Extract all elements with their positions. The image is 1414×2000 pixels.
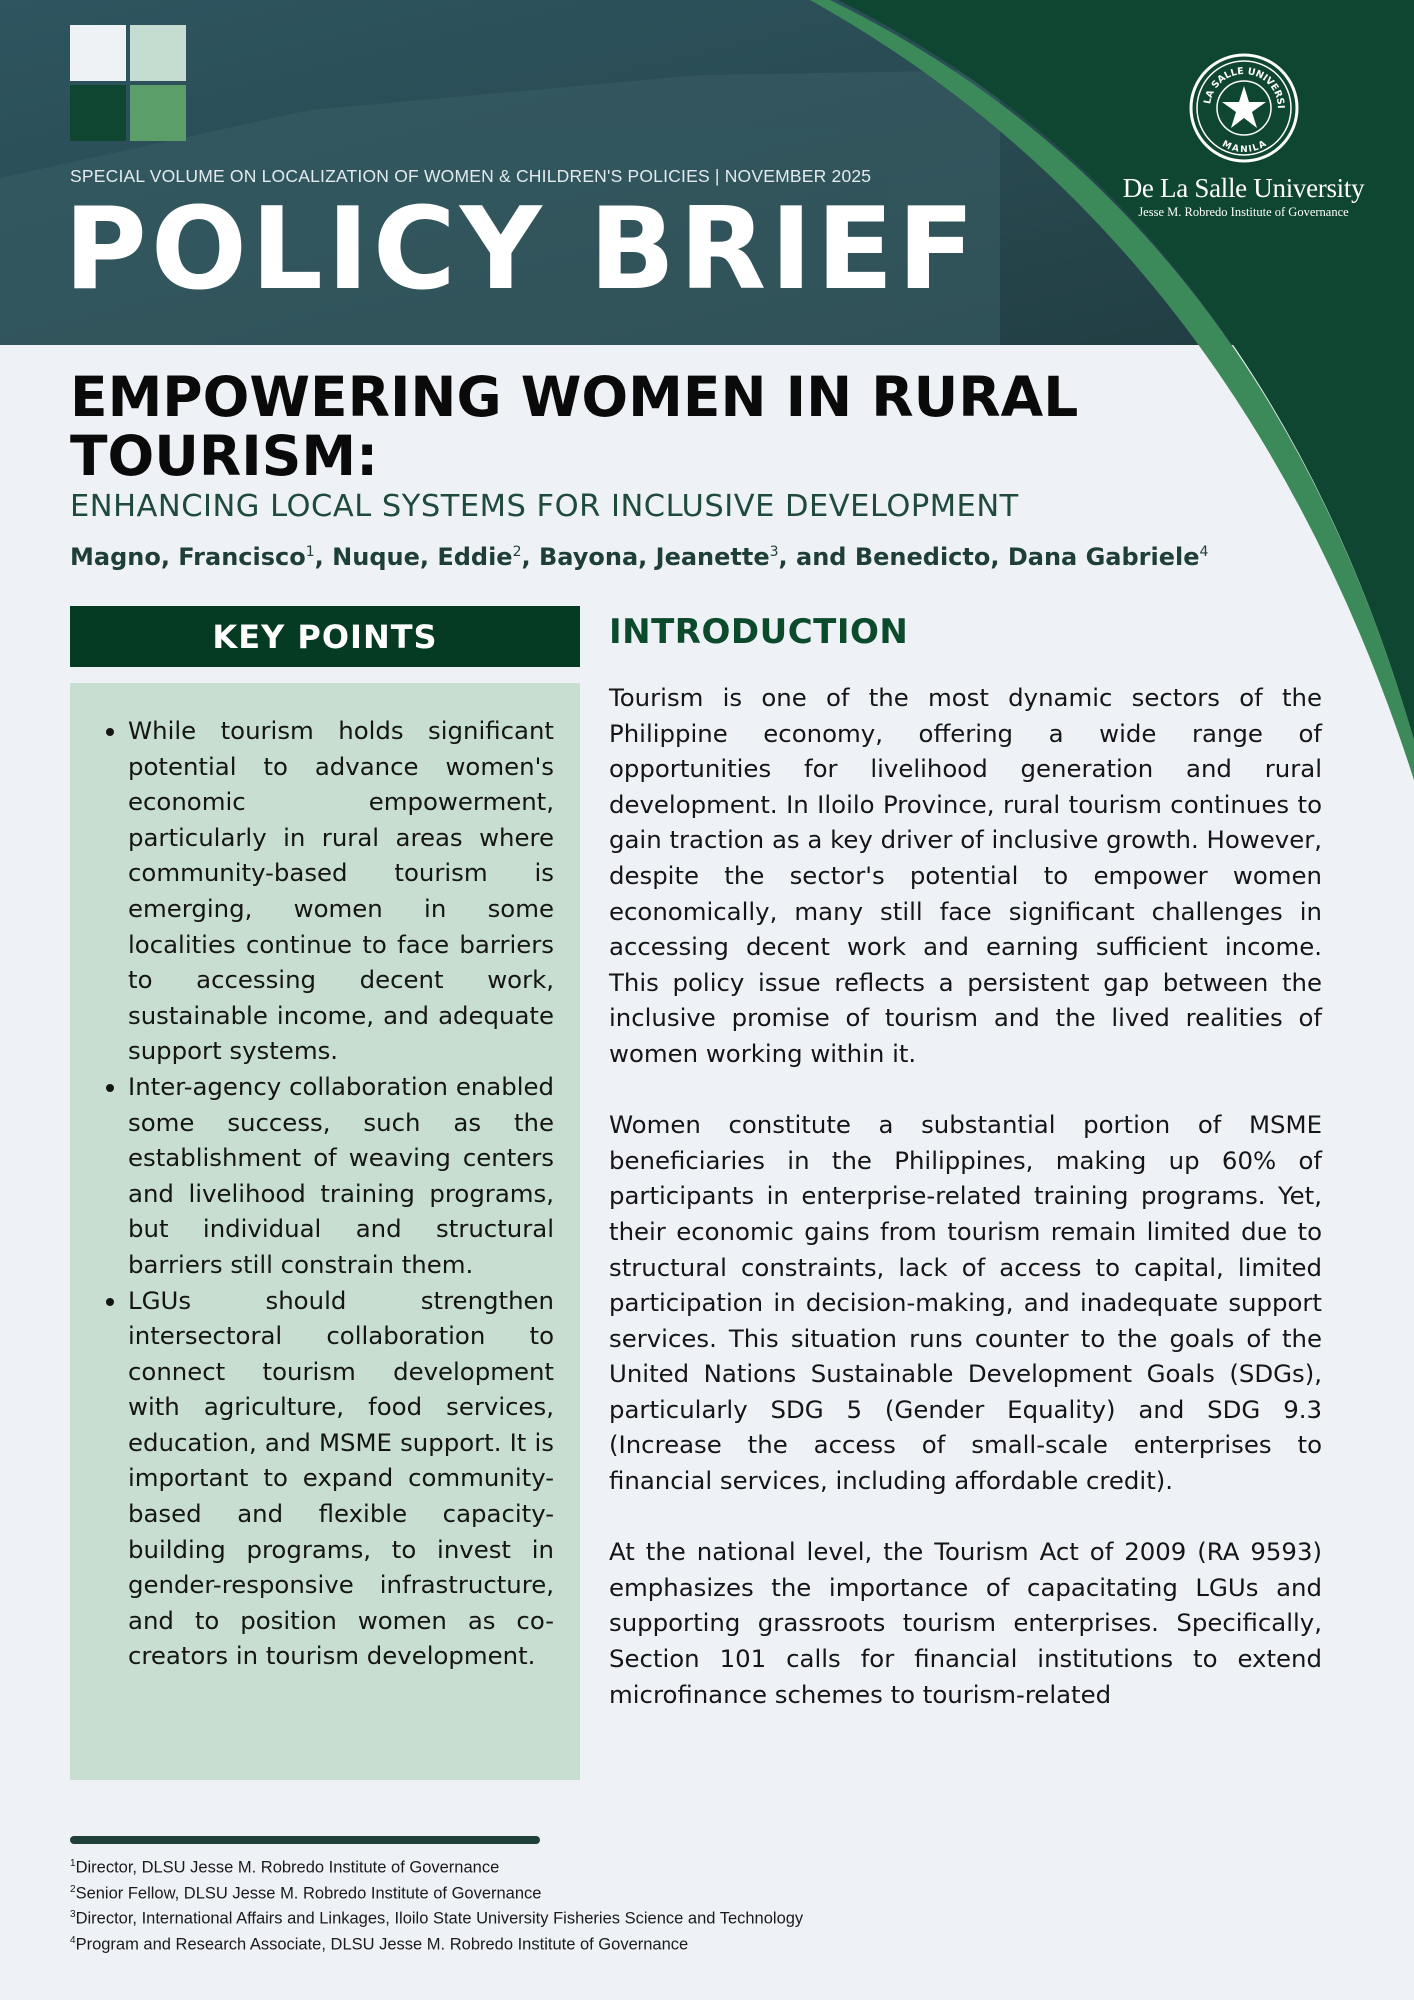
key-points-heading: KEY POINTS (70, 606, 580, 667)
author-affiliation-number: 4 (1199, 544, 1209, 560)
footnote-item: $^4$Program and Research Associate, DLSU Jesse M. Robredo Institute of Governance (70, 1934, 689, 1953)
introduction-body (609, 680, 1322, 1748)
svg-text:DE LA SALLE UNIVERSITY (1188, 52, 1286, 109)
author-name: Bayona, Jeanette (539, 543, 770, 571)
brand-square-1 (70, 25, 126, 81)
footnote-item: $^2$Senior Fellow, DLSU Jesse M. Robredo Institute of Governance (70, 1883, 542, 1902)
key-point-item: • Inter-agency collaboration enabled some success, such as the establishment of weaving centers and livelihood training programs, but individual and structural barriers still constrain them. (128, 1069, 554, 1283)
author-name: Magno, Francisco (70, 543, 306, 571)
brand-square-4 (130, 85, 186, 141)
author-name: Nuque, Eddie (332, 543, 513, 571)
university-logo (1121, 52, 1366, 220)
main-title: EMPOWERING WOMEN IN RURAL TOURISM: (70, 365, 1079, 488)
key-point-item: • While tourism holds significant potential to advance women's economic empowerment, particularly in rural areas where community-based tourism is emerging, women in some localities continue to face barriers to accessing decent work, sustainable income, and adequate support systems. (128, 713, 554, 1069)
author-affiliation-number: 1 (305, 544, 315, 560)
author-line: Magno, Francisco$^1$, Nuque, Eddie$^2$, Bayona, Jeanette$^3$, and Benedicto, Dana Gabriele$^4$ (70, 543, 1209, 571)
brand-square-3 (70, 85, 126, 141)
author-name: Benedicto, Dana Gabriele (854, 543, 1200, 571)
university-seal-icon (1188, 52, 1300, 164)
key-point-item: • LGUs should strengthen intersectoral collaboration to connect tourism development with agriculture, food services, education, and MSME support. It is important to expand community-based and flexible capacity-building programs, to invest in gender-responsive infrastructure, and to position women as co-creators in tourism development. (128, 1283, 554, 1675)
introduction-paragraph: At the national level, the Tourism Act of 2009 (RA 9593) emphasizes the importance of capacitating LGUs and supporting grassroots tourism enterprises. Specifically, Section 101 calls for financial institutions to extend microfinance schemes to tourism-related (609, 1537, 1322, 1709)
footnote-divider (70, 1836, 540, 1844)
seal-top-text: LA SALLE UNIVERSI (1201, 65, 1286, 109)
series-line: SPECIAL VOLUME ON LOCALIZATION OF WOMEN & CHILDREN'S POLICIES | NOVEMBER 2025 (70, 166, 872, 186)
university-name: De La Salle University (1122, 173, 1365, 203)
doc-type-title: POLICY BRIEF (64, 183, 979, 315)
author-affiliation-number: 3 (769, 544, 779, 560)
footnote-item: $^1$Director, DLSU Jesse M. Robredo Institute of Governance (70, 1858, 500, 1877)
footnote-item: $^3$Director, International Affairs and Linkages, Iloilo State University Fisheries Science and Technology (70, 1909, 804, 1928)
seal-bottom-text: MANILA (1219, 139, 1268, 156)
brand-square-2 (130, 25, 186, 81)
key-points-list (96, 713, 554, 1674)
footnotes (70, 1853, 1070, 1955)
author-affiliation-number: 2 (512, 544, 522, 560)
seal-star-icon (1222, 86, 1266, 128)
key-points-box (70, 683, 580, 1780)
introduction-paragraph: Tourism is one of the most dynamic sectors of the Philippine economy, offering a wide range of opportunities for livelihood generation and rural development. In Iloilo Province, rural tourism continues to gain traction as a key driver of inclusive growth. However, despite the sector's potential to empower women economically, many still face significant challenges in accessing decent work and earning sufficient income. This policy issue reflects a persistent gap between the inclusive promise of tourism and the lived realities of women working within it. (609, 683, 1322, 1068)
institute-name: Jesse M. Robredo Institute of Governance (1138, 204, 1349, 219)
introduction-paragraph: Women constitute a substantial portion of MSME beneficiaries in the Philippines, making up 60% of participants in enterprise-related training programs. Yet, their economic gains from tourism remain limited due to structural constraints, lack of access to capital, limited participation in decision-making, and inadequate support services. This situation runs counter to the goals of the United Nations Sustainable Development Goals (SDGs), particularly SDG 5 (Gender Equality) and SDG 9.3 (Increase the access of small-scale enterprises to financial services, including affordable credit). (609, 1110, 1322, 1496)
subtitle: ENHANCING LOCAL SYSTEMS FOR INCLUSIVE DEVELOPMENT (70, 489, 1019, 524)
introduction-heading: INTRODUCTION (609, 612, 909, 652)
